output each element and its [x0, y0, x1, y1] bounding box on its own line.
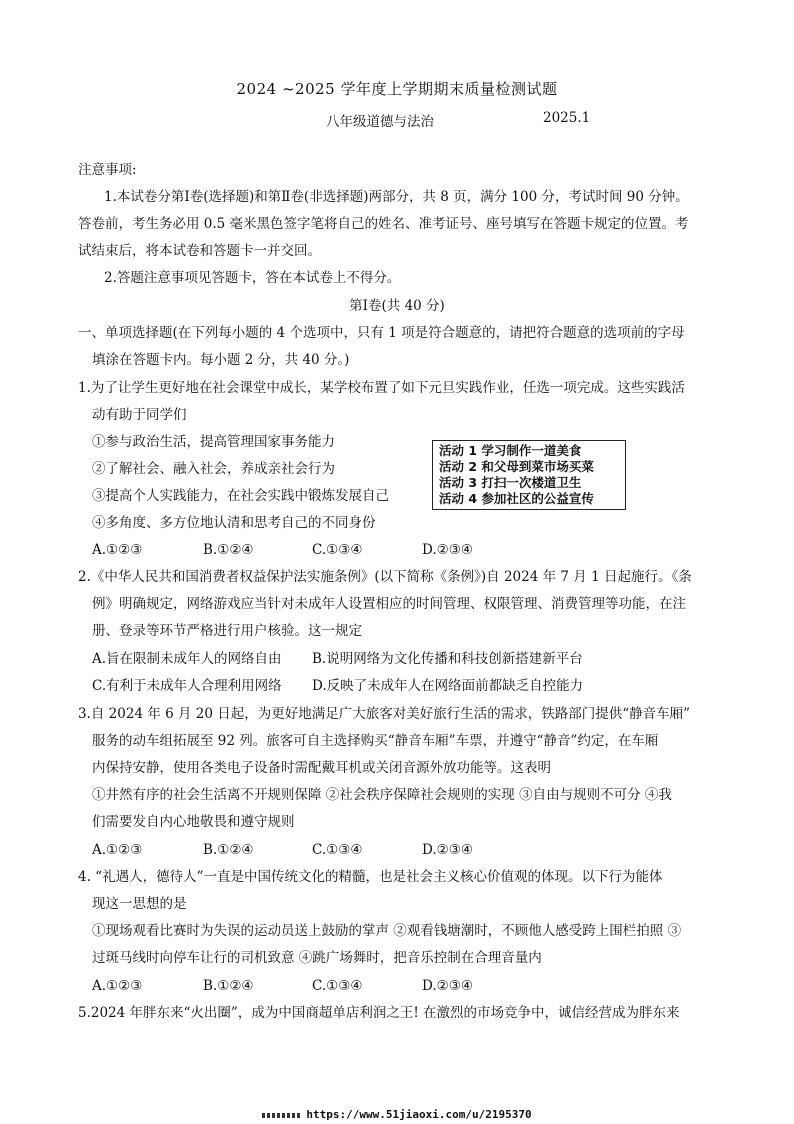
notice-item-1-line-2: 答卷前，考生务必用 0.5 毫米黑色签字笔将自己的姓名、准考证号、座号填写在答题卡规定的位置。考	[78, 216, 689, 232]
q4-option-b: B.①②④	[203, 978, 254, 994]
q1-statement-4: ④多角度、多方位地认清和思考自己的不同身份	[92, 515, 376, 531]
q2-stem-line-1: 2.《中华人民共和国消费者权益保护法实施条例》(以下简称《条例》)自 2024 年 7 月 1 日起施行。《条	[78, 569, 692, 585]
q2-option-b: B.说明网络为文化传播和科技创新搭建新平台	[312, 651, 583, 667]
activity-item: 活动 1 学习制作一道美食	[439, 443, 582, 458]
notice-item-2: 2.答题注意事项见答题卡，答在本试卷上不得分。	[104, 270, 401, 286]
activity-item: 活动 2 和父母到菜市场买菜	[439, 459, 594, 474]
notice-item-1-line-3: 试结束后，将本试卷和答题卡一并交回。	[78, 243, 321, 259]
q1-stem-line-2: 动有助于同学们	[92, 407, 187, 423]
q2-stem-line-2: 例》明确规定，网络游戏应当针对未成年人设置相应的时间管理、权限管理、消费管理等功能，在注	[92, 596, 686, 612]
q3-option-b: B.①②④	[203, 842, 254, 858]
q2-stem-line-3: 册、登录等环节严格进行用户核验。这一规定	[92, 623, 362, 639]
q1-stem-line-1: 1.为了让学生更好地在社会课堂中成长，某学校布置了如下元旦实践作业，任选一项完成。这些实践活	[78, 380, 685, 396]
part-1-instructions-line-2: 填涂在答题卡内。每小题 2 分，共 40 分。)	[92, 352, 350, 368]
q1-option-c: C.①③④	[312, 542, 363, 558]
notice-item-1-line-1: 1.本试卷分第Ⅰ卷(选择题)和第Ⅱ卷(非选择题)两部分，共 8 页，满分 100 分，考试时间 90 分钟。	[104, 189, 689, 205]
exam-subject: 八年级道德与法治	[326, 114, 434, 130]
exam-title: 2024 ~2025 学年度上学期期末质量检测试题	[236, 80, 558, 98]
q4-statements-line-2: 过斑马线时向停车让行的司机致意 ④跳广场舞时，把音乐控制在合理音量内	[92, 950, 542, 966]
q1-statement-2: ②了解社会、融入社会，养成亲社会行为	[92, 461, 335, 477]
q4-statements-line-1: ①现场观看比赛时为失误的运动员送上鼓励的掌声 ②观看钱塘潮时，不顾他人感受跨上围栏拍照 ③	[92, 923, 682, 939]
q3-statements-line-1: ①井然有序的社会生活离不开规则保障 ②社会秩序保障社会规则的实现 ③自由与规则不可分 ④我	[92, 787, 672, 803]
q4-option-a: A.①②③	[92, 978, 143, 994]
q3-stem-line-3: 内保持安静，使用各类电子设备时需配戴耳机或关闭音源外放功能等。这表明	[92, 760, 551, 776]
q1-option-b: B.①②④	[203, 542, 254, 558]
q1-activity-box	[432, 440, 626, 510]
q1-statement-1: ①参与政治生活，提高管理国家事务能力	[92, 434, 335, 450]
activity-item: 活动 3 打扫一次楼道卫生	[439, 475, 582, 490]
activity-item: 活动 4 参加社区的公益宣传	[439, 491, 594, 506]
q2-option-c: C.有利于未成年人合理利用网络	[92, 678, 282, 694]
q3-statements-line-2: 们需要发自内心地敬畏和遵守规则	[92, 814, 295, 830]
q4-option-d: D.②③④	[422, 978, 473, 994]
q3-option-c: C.①③④	[312, 842, 363, 858]
q5-stem-line-1: 5.2024 年胖东来“火出圈”，成为中国商超单店利润之王! 在激烈的市场竞争中，诚信经营成为胖东来	[78, 1005, 680, 1021]
q2-option-d: D.反映了未成年人在网络面前都缺乏自控能力	[312, 678, 584, 694]
q4-stem-line-1: 4. “礼遇人，德待人”一直是中国传统文化的精髓，也是社会主义核心价值观的体现。以下行为能体	[78, 869, 663, 885]
q1-option-d: D.②③④	[422, 542, 473, 558]
q2-option-a: A.旨在限制未成年人的网络自由	[92, 651, 282, 667]
part-1-heading: 第Ⅰ卷(共 40 分)	[349, 298, 445, 314]
q4-option-c: C.①③④	[312, 978, 363, 994]
footer-watermark	[0, 1108, 794, 1121]
q3-stem-line-1: 3.自 2024 年 6 月 20 日起，为更好地满足广大旅客对美好旅行生活的需求，铁路部门提供“静音车厢”	[78, 706, 691, 722]
footer-url[interactable]: https://www.51jiaoxi.com/u/2195370	[306, 1108, 532, 1121]
notice-heading: 注意事项:	[78, 162, 137, 178]
q1-statement-3: ③提高个人实践能力，在社会实践中锻炼发展自己	[92, 488, 389, 504]
q4-stem-line-2: 现这一思想的是	[92, 896, 187, 912]
q3-stem-line-2: 服务的动车组拓展至 92 列。旅客可自主选择购买“静音车厢”车票，并遵守“静音”约定，在车厢	[92, 733, 659, 749]
part-1-instructions-line-1: 一、单项选择题(在下列每小题的 4 个选项中，只有 1 项是符合题意的，请把符合题意的选项前的字母	[78, 325, 685, 341]
exam-date: 2025.1	[543, 110, 591, 126]
watermark-decoration-icon	[262, 1113, 302, 1118]
q1-option-a: A.①②③	[92, 542, 143, 558]
q3-option-d: D.②③④	[422, 842, 473, 858]
q3-option-a: A.①②③	[92, 842, 143, 858]
